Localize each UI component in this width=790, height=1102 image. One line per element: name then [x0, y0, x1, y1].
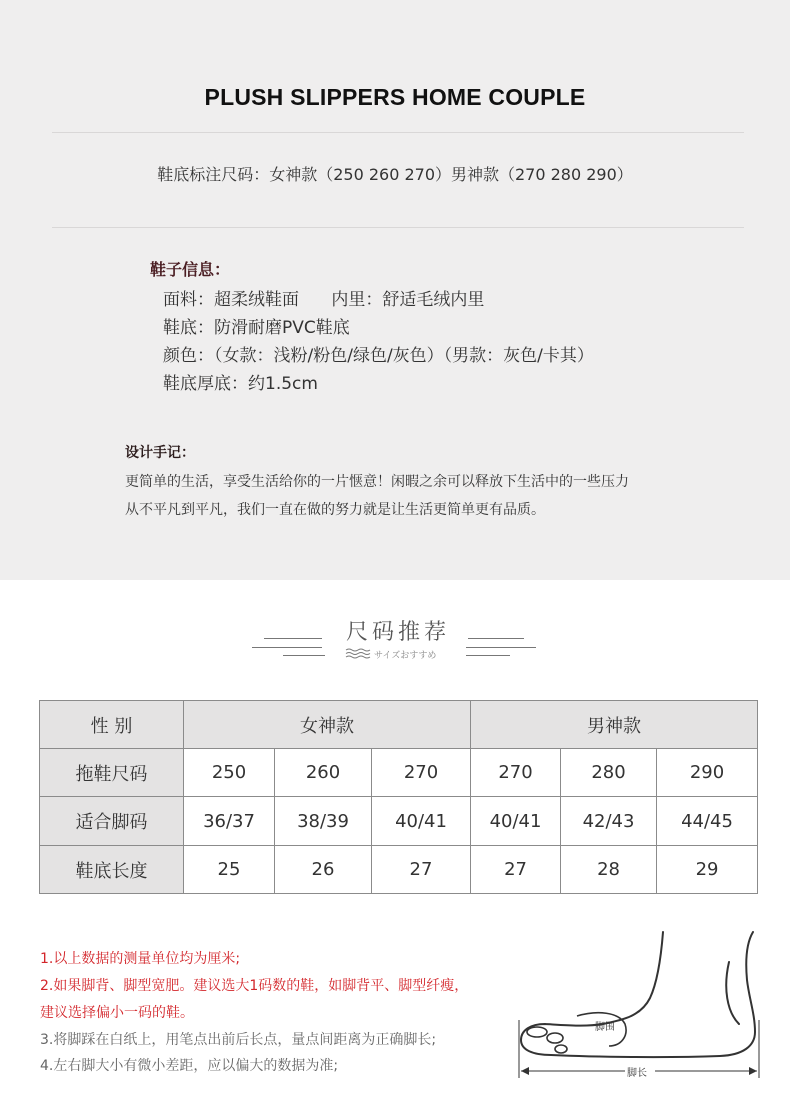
- size-recommend-subtitle: サイズおすすめ: [374, 651, 437, 661]
- info-material: 面料：超柔绒鞋面 内里：舒适毛绒内里: [163, 290, 485, 310]
- table-cell: 42/43: [561, 797, 657, 846]
- men-header: 男神款: [471, 701, 758, 749]
- table-cell: 270: [372, 749, 471, 797]
- table-row: [40, 749, 758, 797]
- info-thickness: 鞋底厚底：约1.5cm: [163, 374, 318, 394]
- table-cell: 29: [657, 846, 758, 894]
- ankle-curve: [726, 962, 739, 1024]
- table-cell: 36/37: [184, 797, 275, 846]
- table-cell: 40/41: [471, 797, 561, 846]
- banner-line-right: [466, 655, 510, 656]
- table-cell: 280: [561, 749, 657, 797]
- foot-outline: [521, 932, 755, 1057]
- shoe-info-heading: 鞋子信息：: [150, 260, 231, 279]
- length-label: 脚长: [627, 1068, 647, 1079]
- row-label: 鞋底长度: [40, 846, 184, 894]
- row-label: 拖鞋尺码: [40, 749, 184, 797]
- table-cell: 25: [184, 846, 275, 894]
- size-recommend-title: 尺码推荐: [346, 620, 451, 645]
- table-cell: 28: [561, 846, 657, 894]
- table-cell: 27: [471, 846, 561, 894]
- gender-header: 性 别: [40, 701, 184, 749]
- girth-label: 脚围: [595, 1022, 615, 1033]
- banner-line-right: [468, 638, 524, 639]
- design-note-line: 从不平凡到平凡，我们一直在做的努力就是让生活更简单更有品质。: [125, 502, 545, 518]
- sole-size-note: 鞋底标注尺码：女神款（250 260 270）男神款（270 280 290）: [157, 165, 633, 184]
- info-colors: 颜色：（女款：浅粉/粉色/绿色/灰色）（男款：灰色/卡其）: [163, 346, 594, 366]
- measure-method-note: 3.将脚踩在白纸上，用笔点出前后长点，量点间距离为正确脚长;: [40, 1032, 437, 1048]
- banner-line-left: [264, 638, 322, 639]
- design-notes-heading: 设计手记：: [125, 445, 195, 461]
- banner-line-left: [283, 655, 325, 656]
- size-table: [39, 700, 758, 894]
- table-cell: 250: [184, 749, 275, 797]
- page-title: PLUSH SLIPPERS HOME COUPLE: [204, 84, 586, 110]
- table-cell: 38/39: [275, 797, 372, 846]
- table-row: [40, 797, 758, 846]
- fit-note: 2.如果脚背、脚型宽肥。建议选大1码数的鞋，如脚背平、脚型纤瘦，: [40, 978, 469, 994]
- table-cell: 27: [372, 846, 471, 894]
- foot-diagram: [515, 928, 765, 1088]
- table-row: [40, 846, 758, 894]
- women-header: 女神款: [184, 701, 471, 749]
- table-cell: 260: [275, 749, 372, 797]
- title-divider: [52, 132, 744, 133]
- table-cell: 26: [275, 846, 372, 894]
- measure-note: 1.以上数据的测量单位均为厘米;: [40, 951, 241, 967]
- size-note-divider: [52, 227, 744, 228]
- banner-line-right: [466, 647, 536, 648]
- table-cell: 40/41: [372, 797, 471, 846]
- table-header-row: [40, 701, 758, 749]
- table-cell: 290: [657, 749, 758, 797]
- row-label: 适合脚码: [40, 797, 184, 846]
- table-cell: 270: [471, 749, 561, 797]
- banner-line-left: [252, 647, 322, 648]
- info-sole: 鞋底：防滑耐磨PVC鞋底: [163, 318, 350, 338]
- fit-note-cont: 建议选择偏小一码的鞋。: [40, 1005, 194, 1021]
- left-right-note: 4.左右脚大小有微小差距，应以偏大的数据为准;: [40, 1058, 339, 1074]
- table-cell: 44/45: [657, 797, 758, 846]
- wave-icon: [345, 647, 371, 659]
- design-note-line: 更简单的生活，享受生活给你的一片惬意！闲暇之余可以释放下生活中的一些压力: [125, 474, 629, 490]
